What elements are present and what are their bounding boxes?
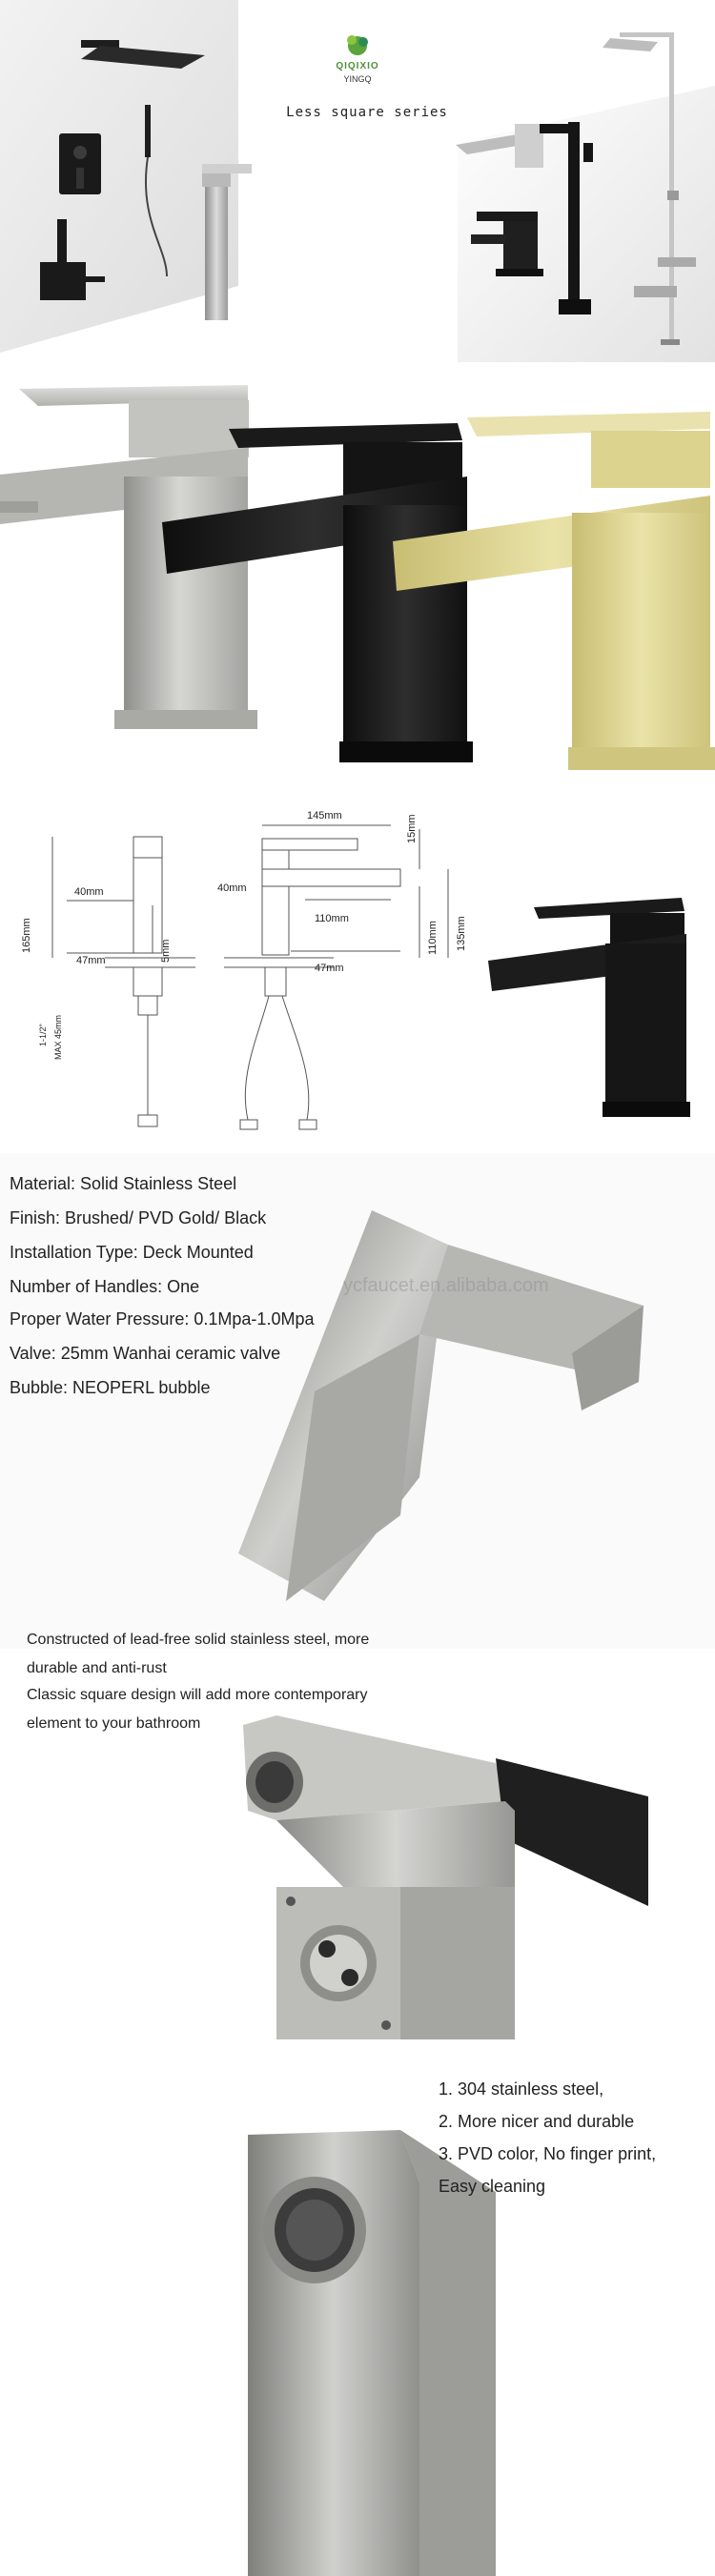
watermark: ycfaucet.en.alibaba.com [343, 1275, 549, 1296]
brand-logo-text: QIQIXIO [336, 61, 379, 71]
dim-135: 135mm [456, 916, 467, 951]
dim-15: 15mm [406, 814, 418, 843]
dim-165: 165mm [21, 918, 32, 953]
spec-bubble: Bubble: NEOPERL bubble [10, 1378, 211, 1397]
benefit-3: 3. PVD color, No finger print, [439, 2144, 657, 2163]
technical-drawing [0, 791, 715, 1153]
freestanding-mixer-icon [568, 122, 580, 303]
specs-section [0, 1153, 715, 1649]
features-section [0, 1630, 715, 2097]
dim-40-front: 40mm [217, 882, 247, 894]
spec-handles: Number of Handles: One [10, 1277, 200, 1296]
series-illustration [0, 0, 715, 362]
dim-5: 5mm [160, 939, 172, 963]
dimension-diagram [0, 791, 715, 1153]
front-view-drawing [224, 825, 448, 1129]
spec-finish: Finish: Brushed/ PVD Gold/ Black [10, 1208, 267, 1227]
dim-40-side: 40mm [74, 886, 104, 898]
feature-line-1: Constructed of lead-free solid stainless steel, more [27, 1632, 370, 1648]
wall-mixer-icon [40, 262, 86, 300]
series-title: Less square series [286, 105, 448, 120]
black-basin-handle-icon [477, 212, 538, 221]
dim-110-vertical: 110mm [427, 921, 439, 955]
feature-line-3: Classic square design will add more contemporary [27, 1687, 368, 1703]
dim-110-horizontal: 110mm [315, 913, 349, 924]
max-thickness: MAX 45mm [53, 1014, 63, 1060]
tall-faucet-body-icon [205, 187, 228, 320]
benefit-4: Easy cleaning [439, 2177, 546, 2196]
series-banner [0, 0, 715, 362]
spec-valve: Valve: 25mm Wanhai ceramic valve [10, 1344, 281, 1363]
spec-installation: Installation Type: Deck Mounted [10, 1243, 254, 1262]
tall-faucet-handle-icon [202, 164, 252, 173]
black-faucet-thumbnail [488, 898, 690, 1117]
benefit-2: 2. More nicer and durable [439, 2112, 635, 2131]
benefits-section [0, 2078, 715, 2576]
side-view-drawing [52, 837, 195, 1126]
spec-material: Material: Solid Stainless Steel [10, 1174, 237, 1193]
benefit-1: 1. 304 stainless steel, [439, 2079, 604, 2099]
feature-line-4: element to your bathroom [27, 1715, 201, 1732]
dim-47-front: 47mm [315, 963, 344, 974]
feature-line-2: durable and anti-rust [27, 1660, 167, 1676]
dim-145: 145mm [307, 810, 342, 821]
dim-47-side: 47mm [76, 955, 106, 966]
brand-sub-logo: YINGQ [343, 74, 372, 84]
thread-size: 1-1/2" [38, 1024, 48, 1046]
three-finish-faucets [0, 362, 715, 791]
spec-pressure: Proper Water Pressure: 0.1Mpa-1.0Mpa [10, 1309, 315, 1329]
finishes-showcase [0, 362, 715, 791]
